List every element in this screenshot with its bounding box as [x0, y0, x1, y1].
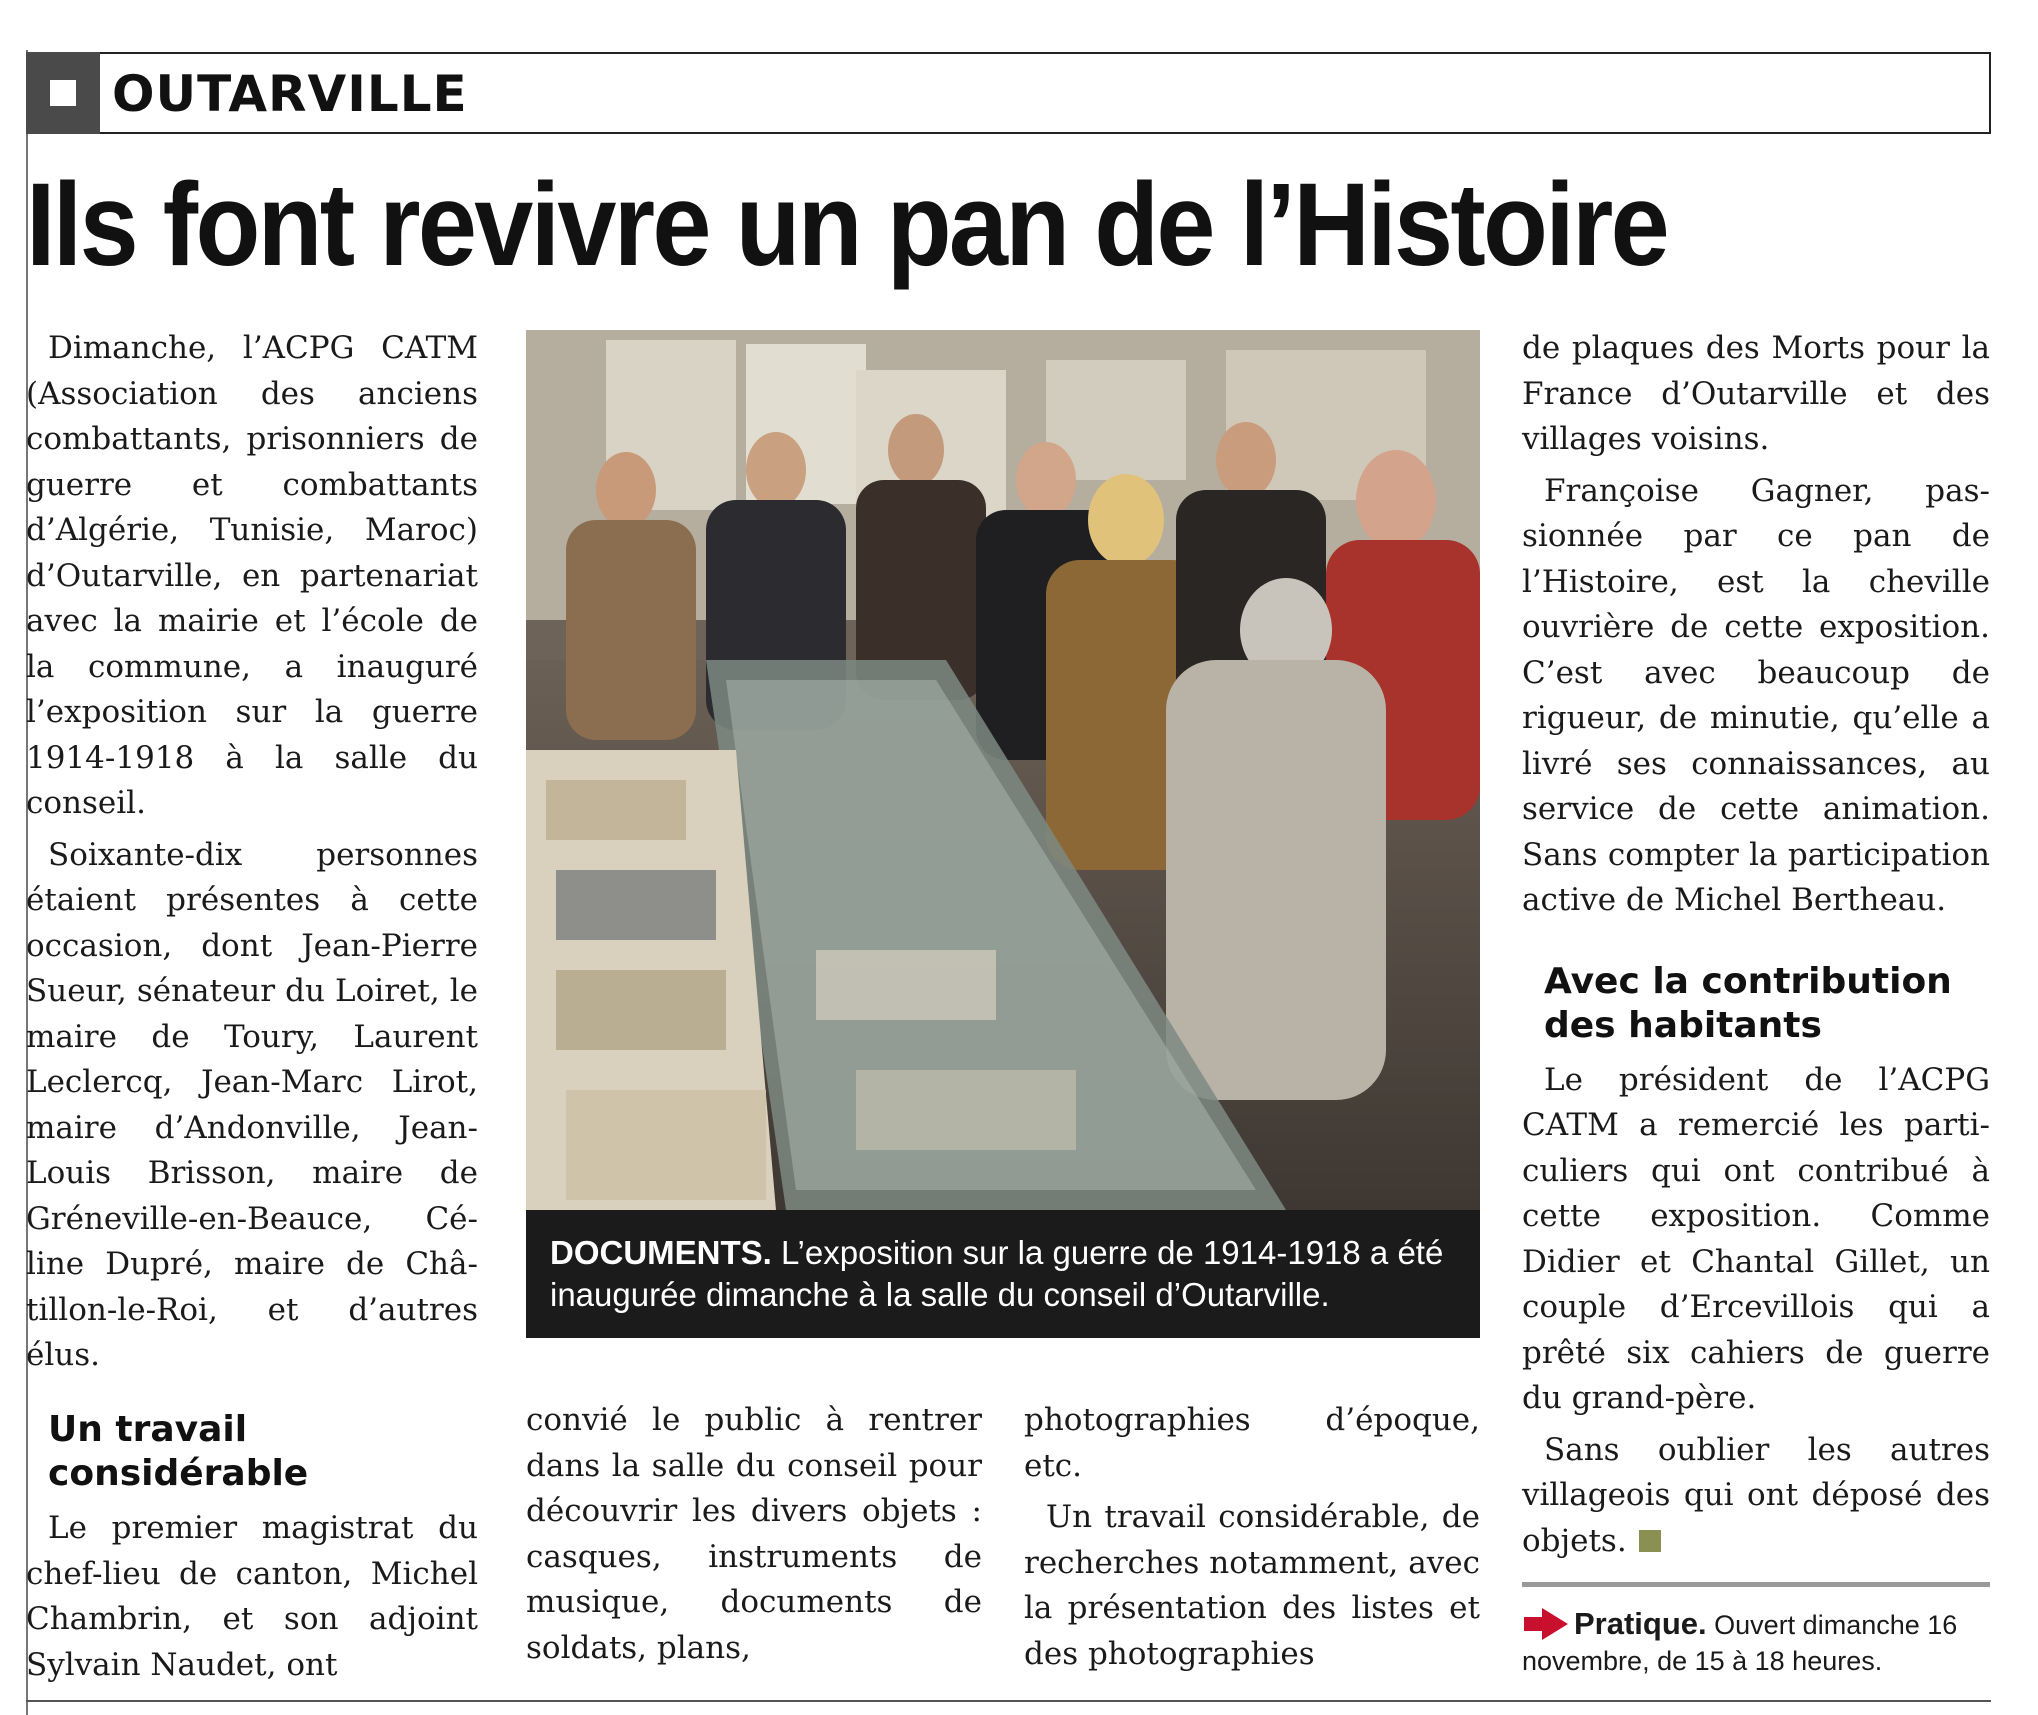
section-square-inner: [50, 80, 76, 106]
paragraph: convié le public à rentrer dans la salle du conseil pour découvrir les divers objets : casques, instruments de musique, documents de soldats, plans,: [526, 1402, 982, 1666]
column-4: [1522, 326, 1990, 1564]
subheading: Avec la contribution des habitants: [1544, 960, 1952, 1046]
exhibition-photo: [526, 330, 1480, 1210]
subheading: Un travail considérable: [48, 1409, 309, 1494]
practical-text: Ouvert dimanche 16 novembre, de 15 à 18 heures.: [1522, 1610, 1958, 1676]
caption-text: L’exposition sur la guerre de 1914-1918 a été inaugurée dimanche à la salle du conseil d’Outarville.: [550, 1234, 1444, 1313]
paragraph: de plaques des Morts pour la France d’Outarville et des villages voisins.: [1522, 330, 1990, 457]
caption-kicker: DOCUMENTS.: [550, 1234, 772, 1271]
headline: Ils font revivre un pan de l’Histoire: [26, 159, 1667, 291]
column-1: [26, 326, 478, 1379]
practical-kicker: Pratique.: [1574, 1606, 1707, 1641]
practical-rule: [1522, 1582, 1990, 1587]
paragraph: photographies d’époque, etc.: [1024, 1402, 1480, 1484]
bottom-rule: [26, 1700, 1991, 1702]
end-square-icon: [1639, 1530, 1661, 1552]
paragraph: Françoise Gagner, passionnée par ce pan de l’Histoire, est la cheville ouvrière de cette exposition. C’est avec beaucoup de rigueur, de minutie, qu’elle a livré ses connaissances, au service de cette animation. Sans compter la participation active de Michel Bertheau.: [1522, 472, 1990, 918]
section-kicker: OUTARVILLE: [112, 65, 468, 123]
paragraph-text: Sans oublier les autres villageois qui ont déposé des objets.: [1522, 1431, 1990, 1559]
paragraph: Un travail considérable, de recherches notamment, avec la présentation des listes et des photographies: [1024, 1499, 1480, 1672]
paragraph: Le premier magistrat du chef-lieu de canton, Michel Chambrin, et son adjoint Sylvain Naudet, ont: [26, 1510, 478, 1683]
photo-caption: [526, 1210, 1480, 1338]
column-2: [526, 1398, 982, 1671]
photo-illustration: [526, 330, 1480, 1210]
arrow-right-icon: [1542, 1608, 1568, 1640]
paragraph: Dimanche, l’ACPG CATM (Association des anciens combattants, prisonniers de guerre et combattants d’Algérie, Tunisie, Maroc) d’Outarville, en partenariat avec la mairie et l’école de la commune, a inauguré l’exposition sur la guerre 1914-1918 à la salle du conseil.: [26, 330, 478, 821]
paragraph: Soixante-dix personnes étaient présentes à cette occasion, dont Jean-Pierre Sueur, sénateur du Loiret, le maire de Toury, Laurent Leclercq, Jean-Marc Lirot, maire d’Andonville, Jean-Louis Brisson, maire de Gréneville-en-Beauce, Céline Dupré, maire de Châtillon-le-Roi, et d’autres élus.: [26, 836, 478, 1373]
column-3: [1024, 1398, 1480, 1677]
paragraph: [1522, 1428, 1990, 1565]
practical-info: [1522, 1606, 2002, 1679]
column-1-lower: [26, 1408, 478, 1688]
paragraph: Le président de l’ACPG CATM a remercié les particuliers qui ont contribué à cette exposition. Comme Didier et Chantal Gillet, un couple d’Ercevillois qui a prêté six cahiers de guerre du grand-père.: [1522, 1061, 1990, 1416]
